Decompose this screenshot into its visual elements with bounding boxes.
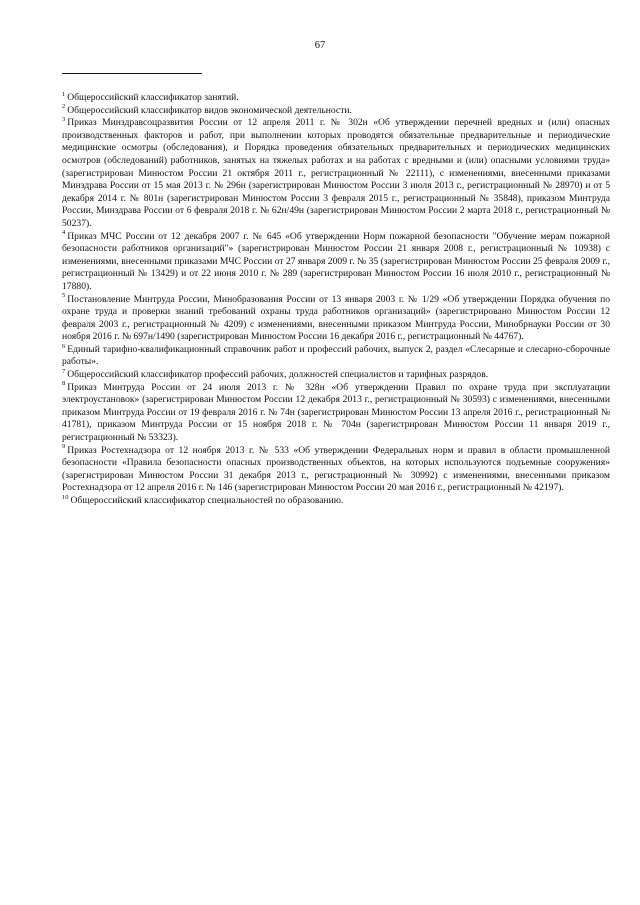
footnote-marker: 5: [62, 292, 66, 300]
footnote-4: [62, 231, 610, 294]
footnote-text: Постановление Минтруда России, Минобразования России от 13 января 2003 г. № 1/29 «Об утверждении Порядка обучения по охране труда и проверки знаний требований охраны труда работников организаций» (зарегистрировано Минюстом России 12 февраля 2003 г., регистрационный № 4209) с изменениями, внесенными приказом Минтруда России, Минобрнауки России от 30 ноября 2016 г. № 697н/1490 (зарегистрирован Минюстом России 16 декабря 2016 г., регистрационный № 44767).: [62, 293, 610, 343]
footnote-text: Единый тарифно-квалификационный справочник работ и профессий рабочих, выпуск 2, раздел «Слесарные и слесарно-сборочные работы».: [62, 343, 610, 368]
footnote-separator: [62, 73, 202, 74]
footnote-7: [62, 369, 610, 382]
footnote-8: [62, 382, 610, 445]
page-number: 67: [314, 40, 326, 51]
footnote-text: Приказ Минздравсоцразвития России от 12 апреля 2011 г. № 302н «Об утверждении перечней вредных и (или) опасных производственных факторов и работ, при выполнении которых проводятся обязательные предварительные и периодические медицинские осмотры (обследования), и Порядка проведения обязательных предварительных и периодических медицинских осмотров (обследований) работников, занятых на тяжелых работах и на работах с вредными и (или) опасными условиями труда» (зарегистрирован Минюстом России 21 октября 2011 г., регистрационный № 22111), с изменениями, внесенными приказами Минздрава России от 15 мая 2013 г. № 296н (зарегистрирован Минюстом России 3 июля 2013 г., регистрационный № 28970) и от 5 декабря 2014 г. № 801н (зарегистрирован Минюстом России 3 февраля 2015 г., регистрационный № 35848), приказом Минтруда России, Минздрава России от 6 февраля 2018 г. № 62н/49н (зарегистрирован Минюстом России 2 марта 2018 г., регистрационный № 50237).: [62, 117, 610, 229]
footnote-text: Приказ МЧС России от 12 декабря 2007 г. № 645 «Об утверждении Норм пожарной безопасности "Обучение мерам пожарной безопасности работников организаций"» (зарегистрирован Минюстом России 21 января 2008 г., регистрационный № 10938) с изменениями, внесенными приказами МЧС России от 27 января 2009 г. № 35 (зарегистрирован Минюстом России 25 февраля 2009 г., регистрационный № 13429) и от 22 июня 2010 г. № 289 (зарегистрирован Минюстом России 16 июля 2010 г., регистрационный № 17880).: [62, 230, 610, 292]
footnote-1: [62, 92, 610, 105]
footnote-6: [62, 344, 610, 369]
footnote-5: [62, 294, 610, 344]
footnote-marker: 9: [62, 443, 66, 451]
footnote-text: Общероссийский классификатор специальностей по образованию.: [70, 495, 344, 506]
footnote-marker: 8: [62, 380, 66, 388]
footnote-10: [62, 495, 610, 508]
footnote-marker: 3: [62, 116, 66, 123]
footnote-marker: 2: [62, 103, 66, 111]
footnote-text: Общероссийский классификатор видов экономической деятельности.: [67, 104, 352, 116]
footnotes-list: [62, 92, 610, 508]
footnote-marker: 7: [62, 367, 66, 375]
footnote-text: Приказ Ростехнадзора от 12 ноября 2013 г. № 533 «Об утверждении Федеральных норм и правил в области промышленной безопасности «Правила безопасности опасных производственных объектов, на которых используются подъемные сооружения» (зарегистрирован Минюстом России 31 декабря 2013 г., регистрационный № 30992) с изменениями, внесенными приказом Ростехнадзора от 12 апреля 2016 г. № 146 (зарегистрирован Минюстом России 20 мая 2016 г., регистрационный № 42197).: [62, 444, 610, 494]
footnote-text: Общероссийский классификатор профессий рабочих, должностей специалистов и тарифных разрядов.: [67, 369, 489, 381]
footnote-3: [62, 117, 610, 230]
footnote-2: [62, 105, 610, 118]
footnote-marker: 4: [62, 229, 66, 237]
footnote-9: [62, 445, 610, 495]
footnote-text: Приказ Минтруда России от 24 июля 2013 г. № 328н «Об утверждении Правил по охране труда при эксплуатации электроустановок» (зарегистрирован Минюстом России 12 декабря 2013 г., регистрационный № 30593) с изменениями, внесенными приказом Минтруда России от 19 февраля 2016 г. № 74н (зарегистрирован Минюстом России 13 апреля 2016 г., регистрационный № 41781), приказом Минтруда России от 15 ноября 2018 г. № 704н (зарегистрирован Минюстом России 11 января 2019 г., регистрационный № 53323).: [62, 381, 610, 444]
footnote-marker: 10: [62, 493, 69, 501]
footnote-marker: 6: [62, 342, 66, 350]
footnote-marker: 1: [62, 90, 66, 98]
footnote-text: Общероссийский классификатор занятий.: [67, 92, 239, 103]
